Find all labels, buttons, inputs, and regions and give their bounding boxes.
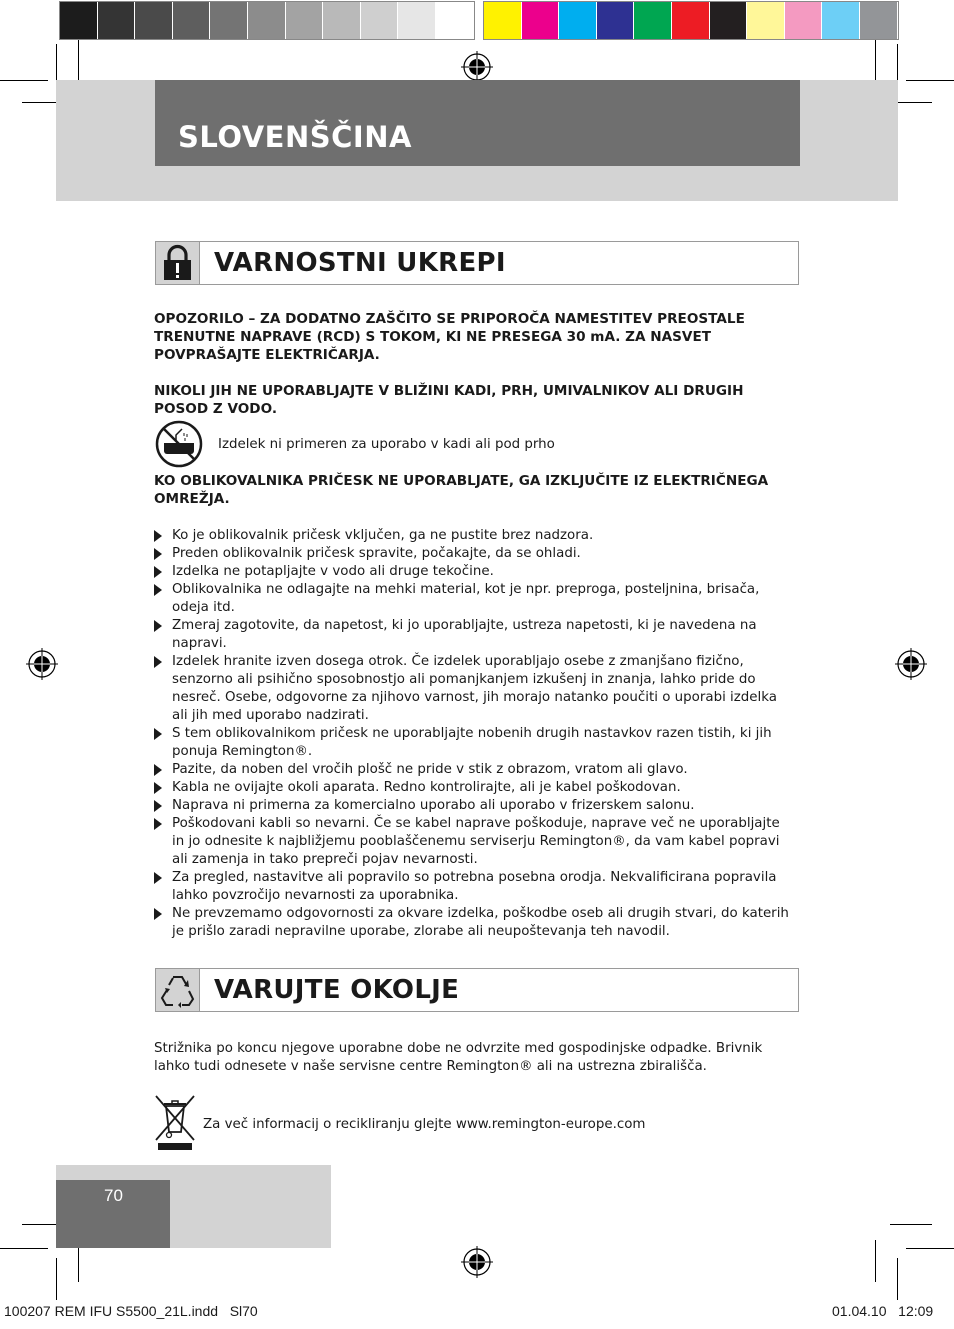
safety-bullet-text: Preden oblikovalnik pričesk spravite, počakajte, da se ohladi. <box>172 546 581 561</box>
environment-section-title: VARUJTE OKOLJE <box>214 975 460 1005</box>
color-swatch <box>210 2 248 39</box>
safety-bullet-text: Oblikovalnika ne odlagajte na mehki material, kot je npr. preproga, posteljnina, brisača, odeja itd. <box>172 582 760 615</box>
color-swatch <box>522 2 560 39</box>
weee-note: Za več informacij o recikliranju glejte www.remington-europe.com <box>203 1117 646 1132</box>
color-swatch <box>398 2 436 39</box>
safety-bullet-item <box>154 563 794 581</box>
bullet-arrow-icon <box>154 530 162 542</box>
crop-mark <box>56 44 57 84</box>
safety-bullet-item <box>154 545 794 563</box>
bullet-arrow-icon <box>154 908 162 920</box>
crop-mark <box>890 1224 932 1225</box>
environment-section-header <box>155 968 799 1012</box>
color-swatch <box>672 2 710 39</box>
color-swatch <box>361 2 399 39</box>
safety-section-title: VARNOSTNI UKREPI <box>214 248 506 278</box>
page-number: 70 <box>104 1186 123 1205</box>
crop-mark <box>897 44 898 84</box>
footer-file-name: 100207 REM IFU S5500_21L.indd Sl70 <box>4 1303 258 1319</box>
color-swatch <box>484 2 522 39</box>
safety-bullet-text: Zmeraj zagotovite, da napetost, ki jo uporabljajte, ustreza napetosti, ki je navedena na napravi. <box>172 618 757 651</box>
color-swatch <box>98 2 136 39</box>
language-title: SLOVENŠČINA <box>178 120 412 154</box>
safety-bullet-list <box>154 527 794 941</box>
color-swatch <box>710 2 748 39</box>
registration-mark-icon <box>461 51 493 83</box>
color-swatch <box>559 2 597 39</box>
color-swatch <box>860 2 898 39</box>
rcd-warning: OPOZORILO – ZA DODATNO ZAŠČITO SE PRIPOROČA NAMESTITEV PREOSTALE TRENUTNE NAPRAVE (RCD) S TOKOM, KI NE PRESEGA 30 mA. ZA NASVET POVPRAŠAJTE ELEKTRIČARJA. <box>154 311 745 363</box>
bullet-arrow-icon <box>154 728 162 740</box>
color-swatch <box>60 2 98 39</box>
safety-bullet-text: Kabla ne ovijajte okoli aparata. Redno kontrolirajte, ali je kabel poškodovan. <box>172 780 681 795</box>
color-swatch <box>436 2 474 39</box>
bath-note: Izdelek ni primeren za uporabo v kadi ali pod prho <box>218 437 555 452</box>
bullet-arrow-icon <box>154 818 162 830</box>
bullet-arrow-icon <box>154 566 162 578</box>
color-swatch <box>634 2 672 39</box>
safety-bullet-text: Pazite, da noben del vročih plošč ne pride v stik z obrazom, vratom ali glavo. <box>172 762 688 777</box>
safety-bullet-item <box>154 725 794 761</box>
water-warning: NIKOLI JIH NE UPORABLJAJTE V BLIŽINI KADI, PRH, UMIVALNIKOV ALI DRUGIH POSOD Z VODO. <box>154 383 744 417</box>
crop-mark <box>906 80 954 81</box>
color-swatch <box>822 2 860 39</box>
crop-mark <box>875 1240 876 1282</box>
safety-bullet-text: Naprava ni primerna za komercialno uporabo ali uporabo v frizerskem salonu. <box>172 798 695 813</box>
color-swatch <box>135 2 173 39</box>
color-swatch <box>597 2 635 39</box>
safety-bullet-text: Izdelka ne potapljajte v vodo ali druge tekočine. <box>172 564 494 579</box>
crop-mark <box>56 1258 57 1300</box>
safety-bullet-text: Ko je oblikovalnik pričesk vključen, ga ne pustite brez nadzora. <box>172 528 594 543</box>
registration-mark-icon <box>895 648 927 680</box>
crop-mark <box>906 1248 954 1249</box>
safety-bullet-text: Za pregled, nastavitve ali popravilo so potrebna posebna orodja. Nekvalificirana popravila lahko povzročijo nevarnosti za uporabnika. <box>172 870 777 903</box>
bullet-arrow-icon <box>154 782 162 794</box>
safety-bullet-item <box>154 779 794 797</box>
crop-mark <box>897 1258 898 1300</box>
color-calibration-bar <box>483 1 899 40</box>
unplug-warning: KO OBLIKOVALNIKA PRIČESK NE UPORABLJATE, GA IZKLJUČITE IZ ELEKTRIČNEGA OMREŽJA. <box>154 473 769 507</box>
safety-bullet-item <box>154 527 794 545</box>
registration-mark-icon <box>461 1246 493 1278</box>
bullet-arrow-icon <box>154 872 162 884</box>
safety-bullet-item <box>154 905 794 941</box>
gray-calibration-bar <box>59 1 475 40</box>
safety-bullet-item <box>154 653 794 725</box>
safety-bullet-item <box>154 761 794 779</box>
color-swatch <box>323 2 361 39</box>
footer-date: 01.04.10 12:09 <box>832 1303 934 1319</box>
no-bath-icon <box>154 419 204 469</box>
bullet-arrow-icon <box>154 620 162 632</box>
recycle-icon <box>156 969 200 1011</box>
registration-mark-icon <box>26 648 58 680</box>
weee-bin-icon <box>154 1094 196 1152</box>
safety-section-header <box>155 241 799 285</box>
crop-mark <box>0 80 48 81</box>
bullet-arrow-icon <box>154 656 162 668</box>
safety-bullet-item <box>154 617 794 653</box>
safety-bullet-item <box>154 581 794 617</box>
color-swatch <box>785 2 823 39</box>
lock-warning-icon <box>156 242 200 284</box>
safety-bullet-text: Ne prevzemamo odgovornosti za okvare izdelka, poškodbe oseb ali drugih stvari, do katerih je prišlo zaradi nepravilne uporabe, zlorabe ali neupoštevanja teh navodil. <box>172 906 789 939</box>
bullet-arrow-icon <box>154 548 162 560</box>
color-swatch <box>286 2 324 39</box>
safety-bullet-item <box>154 797 794 815</box>
crop-mark <box>0 1248 48 1249</box>
environment-paragraph: Strižnika po koncu njegove uporabne dobe ne odvrzite med gospodinjske odpadke. Brivnik lahko tudi odnesete v naše servisne centre Remington® ali na ustrezna zbirališča. <box>154 1041 763 1074</box>
bullet-arrow-icon <box>154 764 162 776</box>
bullet-arrow-icon <box>154 584 162 596</box>
bullet-arrow-icon <box>154 800 162 812</box>
color-swatch <box>248 2 286 39</box>
safety-bullet-text: Poškodovani kabli so nevarni. Če se kabel naprave poškoduje, naprave več ne uporabljajte in jo odnesite k najbližjemu pooblaščenemu serviserju Remington®, da vam kabel popravi ali zamenja in tako prepreči pojav nevarnosti. <box>172 816 780 867</box>
safety-bullet-text: S tem oblikovalnikom pričesk ne uporabljajte nobenih drugih nastavkov razen tistih, ki jih ponuja Remington®. <box>172 726 772 759</box>
safety-bullet-text: Izdelek hranite izven dosega otrok. Če izdelek uporabljajo osebe z zmanjšano fizično, senzorno ali psihično sposobnostjo ali pomanjkanjem izkušenj in znanja, lahko pride do nesreč. Osebe, odgovorne za njihovo varnost, jih morajo natanko poučiti o uporabi izdelka ali jih med uporabo nadzirati. <box>172 654 777 723</box>
safety-bullet-item <box>154 815 794 869</box>
color-swatch <box>173 2 211 39</box>
safety-bullet-item <box>154 869 794 905</box>
color-swatch <box>747 2 785 39</box>
